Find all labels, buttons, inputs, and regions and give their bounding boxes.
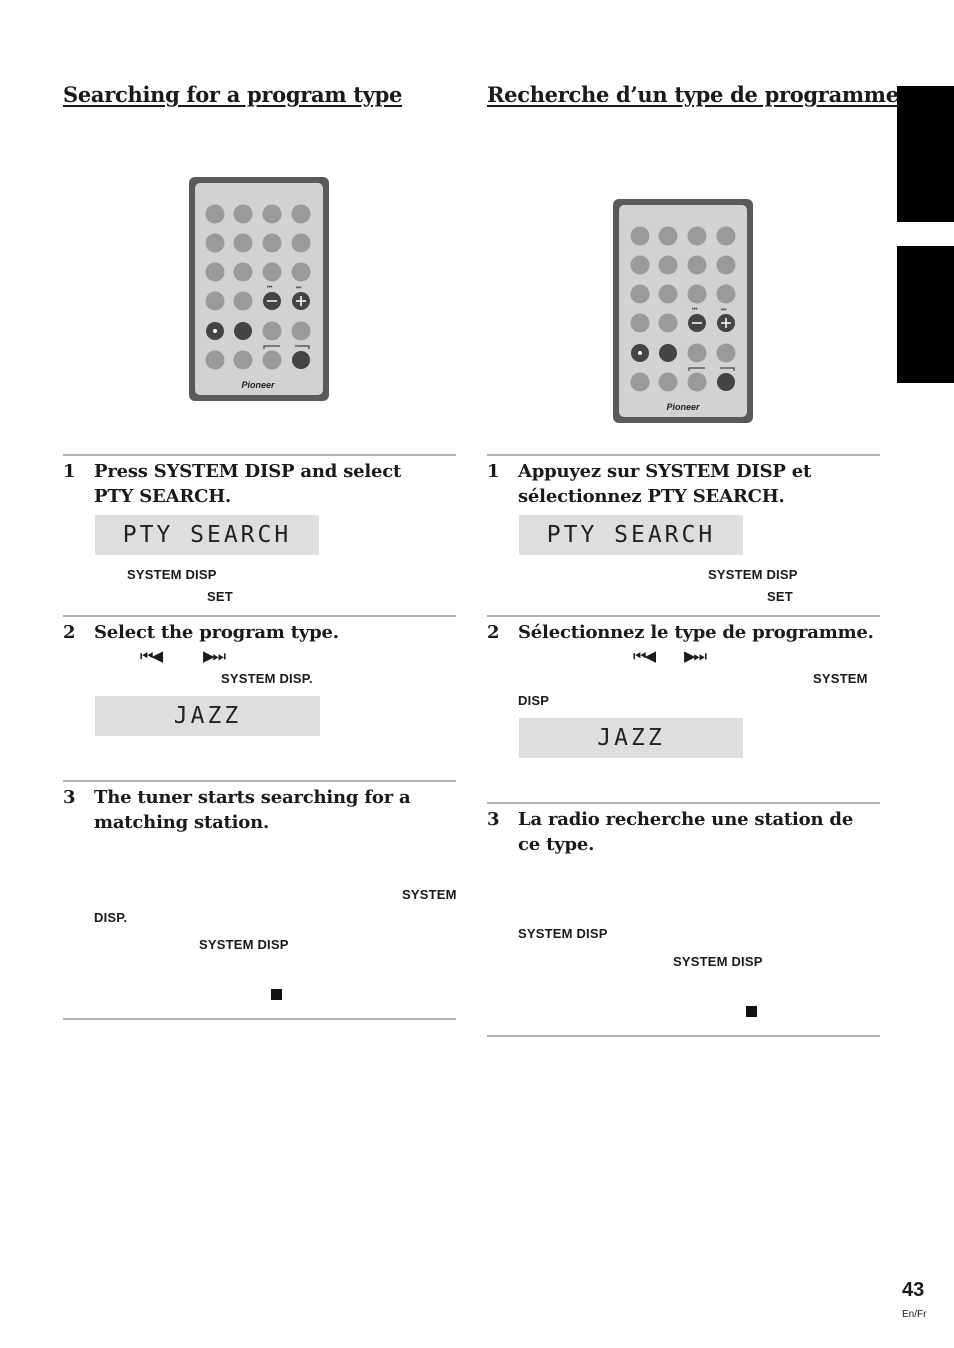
english-title: Searching for a program type [63, 82, 403, 107]
french-next-icon: ▶⏭ [684, 648, 706, 665]
english-step1-number: 1 [63, 461, 76, 482]
english-next-icon: ▶⏭ [203, 648, 225, 665]
english-rule-3 [63, 780, 456, 782]
page-language-label: En/Fr [902, 1309, 927, 1320]
svg-text:⏭: ⏭ [296, 285, 302, 291]
french-rule-3 [487, 802, 880, 804]
side-tab-bottom [897, 246, 954, 383]
english-prev-icon: ⏮◀ [140, 648, 162, 665]
french-title: Recherche d’un type de programme [487, 82, 899, 107]
french-key-system-disp-1: SYSTEM DISP [708, 567, 798, 582]
french-rule-2 [487, 615, 880, 617]
french-step2-number: 2 [487, 622, 500, 643]
english-rule-1 [63, 454, 456, 456]
remote-control-illustration [188, 176, 330, 402]
french-key-set: SET [767, 589, 793, 604]
french-key-system-disp-2: SYSTEM DISP [518, 926, 608, 941]
english-step3-number: 3 [63, 787, 76, 808]
french-key-system-disp-3: SYSTEM DISP [673, 954, 763, 969]
page-number: 43 [902, 1279, 925, 1301]
english-key-set: SET [207, 589, 233, 604]
english-end-square-icon [271, 989, 282, 1000]
french-prev-icon: ⏮◀ [633, 648, 655, 665]
french-step1-number: 1 [487, 461, 500, 482]
english-key-system-disp-2: SYSTEM DISP. [221, 671, 313, 686]
svg-text:⏮: ⏮ [692, 307, 698, 313]
remote-control-illustration-fr [612, 198, 754, 424]
french-step1-text: Appuyez sur SYSTEM DISP et sélectionnez PTY SEARCH. [518, 461, 812, 507]
english-rule-4 [63, 1018, 456, 1020]
french-rule-4 [487, 1035, 880, 1037]
french-key-system: SYSTEM [813, 671, 868, 686]
french-step2-text: Sélectionnez le type de programme. [518, 622, 874, 643]
english-rule-2 [63, 615, 456, 617]
english-key-system-disp-3: SYSTEM DISP [199, 937, 289, 952]
english-step2-number: 2 [63, 622, 76, 643]
english-step3-text: The tuner starts searching for a matching station. [94, 787, 411, 833]
english-step1-text: Press SYSTEM DISP and select PTY SEARCH. [94, 461, 402, 507]
french-step3-number: 3 [487, 809, 500, 830]
french-end-square-icon [746, 1006, 757, 1017]
svg-text:⏭: ⏭ [721, 307, 727, 313]
french-display-pty-search: PTY SEARCH [519, 515, 743, 555]
french-key-disp: DISP [518, 693, 550, 708]
english-display-jazz: JAZZ [95, 696, 320, 736]
svg-text:⏮: ⏮ [267, 285, 273, 291]
remote-brand-logo: Pioneer [241, 380, 275, 390]
english-key-system-disp-1: SYSTEM DISP [127, 567, 217, 582]
french-display-jazz: JAZZ [519, 718, 743, 758]
french-step3-text: La radio recherche une station de ce type. [518, 809, 854, 855]
side-tab-top [897, 86, 954, 222]
remote-brand-logo-fr: Pioneer [666, 402, 700, 412]
english-step2-text: Select the program type. [94, 622, 339, 643]
english-key-system: SYSTEM [402, 887, 457, 902]
english-key-disp: DISP. [94, 910, 128, 925]
french-rule-1 [487, 454, 880, 456]
english-display-pty-search: PTY SEARCH [95, 515, 319, 555]
